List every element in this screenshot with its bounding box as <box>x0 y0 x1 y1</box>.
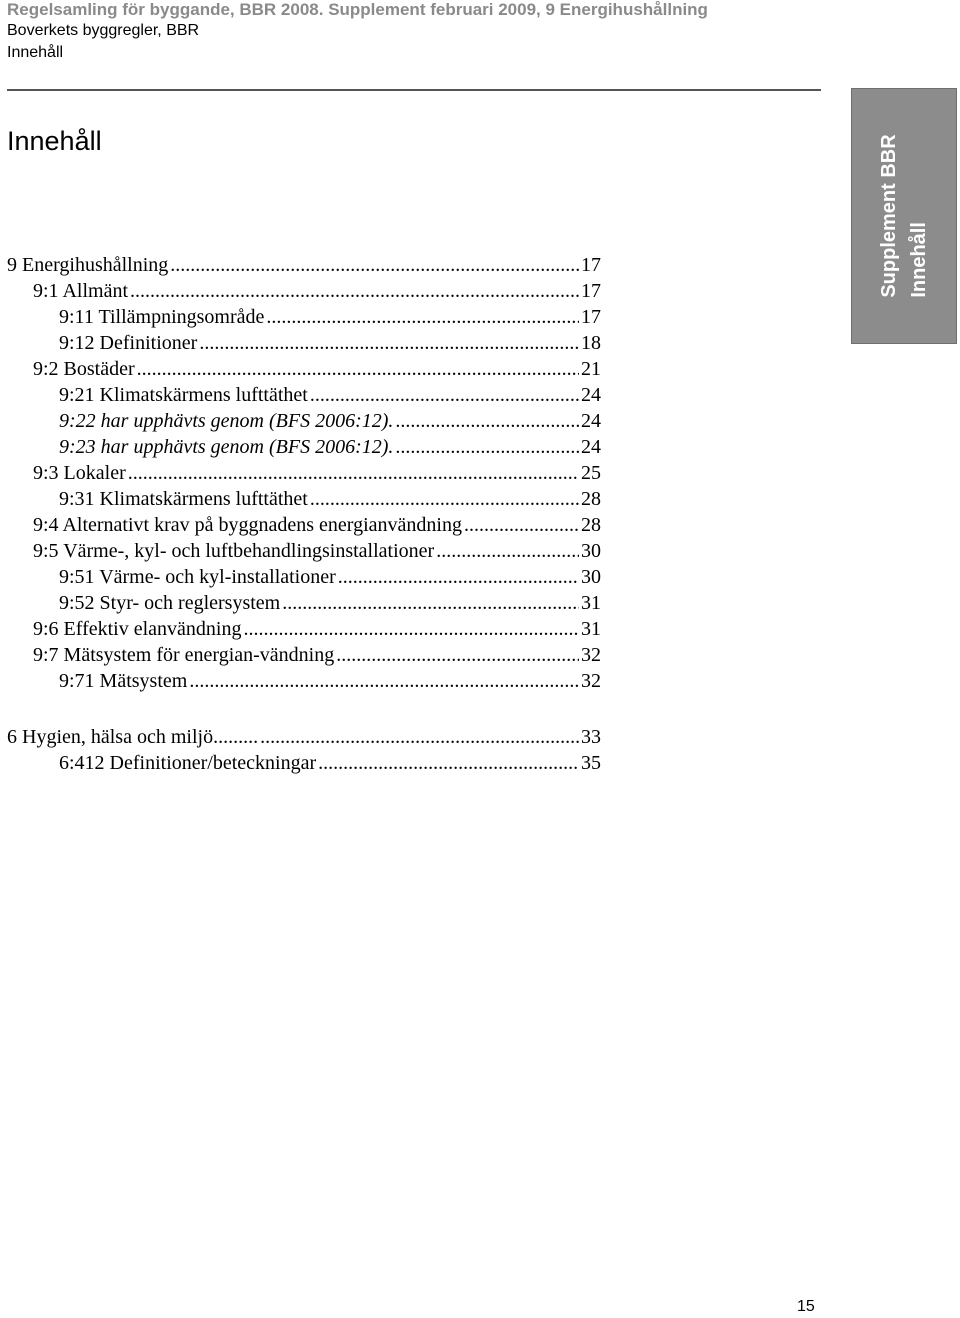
toc-leader-dots <box>282 590 579 616</box>
toc-leader-dots <box>128 460 579 486</box>
toc-leader-dots <box>260 724 579 750</box>
toc-leader-dots <box>137 356 579 382</box>
toc-entry-label: 9:71 Mätsystem <box>59 670 188 692</box>
toc-leader-dots <box>189 668 579 694</box>
toc-entry[interactable] <box>7 434 601 460</box>
toc-leader-dots <box>170 252 579 278</box>
toc-entry[interactable] <box>7 382 601 408</box>
toc-entry-label: 9:5 Värme-, kyl- och luftbehandlingsinstallationer <box>33 540 435 562</box>
toc-entry[interactable] <box>7 252 601 278</box>
toc-entry-label: 9:1 Allmänt <box>33 280 128 302</box>
toc-entry-label: 9:12 Definitioner <box>59 332 198 354</box>
toc-entry-label: 9 Energihushållning <box>7 254 169 276</box>
toc-entry-page: 18 <box>581 332 601 354</box>
toc-section-9 <box>7 252 601 694</box>
toc-entry-label: 9:11 Tillämpningsområde <box>59 306 265 328</box>
toc-entry-page: 24 <box>581 436 601 458</box>
toc-entry-page: 17 <box>581 254 601 276</box>
toc-entry[interactable] <box>7 408 601 434</box>
toc-entry-page: 17 <box>581 280 601 302</box>
page-number: 15 <box>797 1298 815 1315</box>
page-title: Innehåll <box>7 126 102 156</box>
toc-entry-page: 24 <box>581 384 601 406</box>
toc-entry-page: 31 <box>581 618 601 640</box>
toc-entry-label: 9:52 Styr- och reglersystem <box>59 592 281 614</box>
toc-entry[interactable] <box>7 750 601 776</box>
running-header <box>7 0 708 64</box>
side-tab-line1: Supplement BBR <box>878 134 900 298</box>
toc-leader-dots <box>266 304 579 330</box>
header-subtitle: Boverkets byggregler, BBR <box>7 22 200 39</box>
toc-entry[interactable] <box>7 486 601 512</box>
table-of-contents <box>7 252 601 776</box>
toc-entry-page: 21 <box>581 358 601 380</box>
toc-entry-label: 9:7 Mätsystem för energian-vändning <box>33 644 335 666</box>
toc-entry-label: 9:51 Värme- och kyl-installationer <box>59 566 336 588</box>
toc-leader-dots <box>310 486 579 512</box>
header-section: Innehåll <box>7 44 64 61</box>
toc-entry-page: 30 <box>581 566 601 588</box>
header-divider <box>7 89 821 91</box>
toc-entry[interactable] <box>7 356 601 382</box>
toc-entry-page: 28 <box>581 488 601 510</box>
toc-leader-dots <box>464 512 579 538</box>
toc-entry[interactable] <box>7 642 601 668</box>
toc-leader-dots <box>395 434 579 460</box>
toc-entry[interactable] <box>7 304 601 330</box>
toc-entry-page: 33 <box>581 726 601 748</box>
toc-entry-page: 24 <box>581 410 601 432</box>
toc-entry-page: 28 <box>581 514 601 536</box>
toc-entry-label: 6 Hygien, hälsa och miljö......... <box>7 726 259 748</box>
toc-entry-page: 31 <box>581 592 601 614</box>
toc-entry[interactable] <box>7 564 601 590</box>
toc-leader-dots <box>395 408 579 434</box>
toc-entry[interactable] <box>7 668 601 694</box>
toc-leader-dots <box>318 750 579 776</box>
toc-entry-label: 9:4 Alternativt krav på byggnadens energianvändning <box>33 514 462 536</box>
toc-leader-dots <box>243 616 579 642</box>
toc-entry-label: 9:2 Bostäder <box>33 358 135 380</box>
toc-entry[interactable] <box>7 330 601 356</box>
toc-entry-label: 6:412 Definitioner/beteckningar <box>59 752 317 774</box>
side-tab-text <box>874 134 934 297</box>
toc-leader-dots <box>130 278 579 304</box>
toc-entry[interactable] <box>7 460 601 486</box>
toc-entry-label: 9:21 Klimatskärmens lufttäthet <box>59 384 308 406</box>
toc-entry-page: 17 <box>581 306 601 328</box>
toc-entry-label: 9:6 Effektiv elanvändning <box>33 618 242 640</box>
toc-leader-dots <box>338 564 579 590</box>
toc-section-6 <box>7 724 601 776</box>
toc-entry-page: 32 <box>581 644 601 666</box>
toc-entry-page: 30 <box>581 540 601 562</box>
toc-leader-dots <box>199 330 579 356</box>
toc-entry[interactable] <box>7 590 601 616</box>
toc-entry-label: 9:31 Klimatskärmens lufttäthet <box>59 488 308 510</box>
toc-leader-dots <box>436 538 579 564</box>
side-tab-line2: Innehåll <box>908 222 930 298</box>
toc-entry[interactable] <box>7 724 601 750</box>
toc-gap <box>7 694 601 724</box>
toc-entry[interactable] <box>7 278 601 304</box>
toc-entry-label: 9:22 har upphävts genom (BFS 2006:12). <box>59 410 394 432</box>
toc-entry[interactable] <box>7 512 601 538</box>
header-publication-title: Regelsamling för byggande, BBR 2008. Supplement februari 2009, 9 Energihushållning <box>7 0 708 19</box>
toc-leader-dots <box>310 382 579 408</box>
toc-entry-label: 9:23 har upphävts genom (BFS 2006:12). <box>59 436 394 458</box>
toc-entry[interactable] <box>7 538 601 564</box>
toc-entry-page: 25 <box>581 462 601 484</box>
side-tab <box>851 88 957 344</box>
toc-entry-page: 32 <box>581 670 601 692</box>
toc-entry[interactable] <box>7 616 601 642</box>
toc-entry-label: 9:3 Lokaler <box>33 462 126 484</box>
toc-entry-page: 35 <box>581 752 601 774</box>
toc-leader-dots <box>336 642 579 668</box>
